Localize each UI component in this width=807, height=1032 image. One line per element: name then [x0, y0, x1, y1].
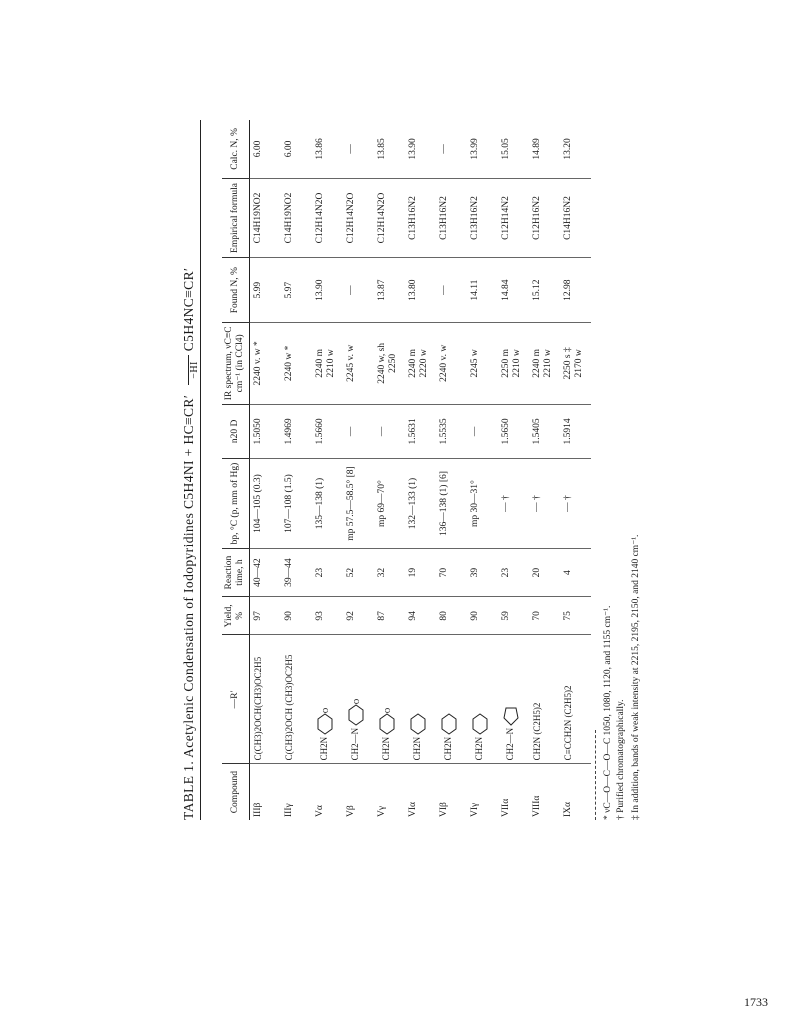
r-substituent-text: CH2N (C2H5)2: [531, 702, 542, 761]
cell-formula: C14H19NO2: [249, 178, 281, 257]
cell-found: 15.12: [529, 258, 560, 323]
cell-bp: 104—105 (0.3): [249, 459, 281, 549]
cell-bp: 136—138 (1) [6]: [436, 459, 467, 549]
cell-calc: 15.05: [500, 138, 511, 160]
cell-compound: VIIα: [498, 764, 529, 820]
cell-formula: C14H16N2: [560, 178, 591, 257]
cell-time: 39: [467, 548, 498, 596]
cell-ir: 2245 w: [467, 323, 498, 404]
cell-formula: C13H16N2: [405, 178, 436, 257]
morpholine-ring-icon: [377, 707, 397, 737]
cell-calc: 13.85: [376, 138, 387, 160]
reaction-product: C5H4NC≡CR′: [181, 267, 197, 352]
cell-r: [498, 635, 529, 764]
cell-r: [249, 635, 281, 764]
table-row: [343, 120, 374, 820]
cell-time: 23: [498, 548, 529, 596]
cell-r: [374, 635, 405, 764]
r-substituent-text: CH2N: [380, 736, 391, 761]
cell-formula: C13H16N2: [436, 178, 467, 257]
cell-found: 5.97: [281, 258, 312, 323]
morpholine-ring-icon: [315, 707, 335, 737]
svg-text:O: O: [383, 707, 392, 713]
condensation-table: [222, 120, 591, 820]
table-row: [312, 120, 343, 820]
cell-yield: 75: [560, 597, 591, 635]
cell-ir: 2240 v. w *: [249, 323, 281, 404]
cell-found: 13.90: [312, 258, 343, 323]
cell-yield: 94: [405, 597, 436, 635]
cell-compound: Vβ: [343, 764, 374, 820]
table-row: [249, 120, 281, 820]
col-r: —R′: [222, 635, 249, 764]
cell-ir: 2240 m 2210 w: [312, 323, 343, 404]
cell-ir: 2240 w *: [281, 323, 312, 404]
cell-calc: 13.90: [407, 138, 418, 160]
cell-yield: 87: [374, 597, 405, 635]
r-substituent-text: CH2N: [442, 736, 453, 761]
cell-bp: 107—108 (1.5): [281, 459, 312, 549]
table-row: [498, 120, 529, 820]
col-time: Reaction time, h: [222, 548, 249, 596]
cell-nd: 1.5650: [498, 404, 529, 459]
table-row: [405, 120, 436, 820]
cell-yield: 80: [436, 597, 467, 635]
page-number: 1733: [744, 995, 768, 1009]
cell-nd: 1.5535: [436, 404, 467, 459]
col-formula: Empirical formula: [222, 178, 249, 257]
cell-time: 52: [343, 548, 374, 596]
table-label: TABLE 1.: [181, 760, 197, 820]
cell-bp: — †: [560, 459, 591, 549]
cell-r: [343, 635, 374, 764]
cell-yield: 90: [281, 597, 312, 635]
cell-nd: 1.5631: [405, 404, 436, 459]
cell-ir: 2240 w, sh 2250: [374, 323, 405, 404]
cell-found: —: [436, 258, 467, 323]
col-compound: Compound: [222, 764, 249, 820]
footnote-3: ‡ In addition, bands of weak intensity at 2215, 2195, 2150, and 2140 cm⁻¹.: [631, 534, 641, 820]
table-caption: Acetylenic Condensation of Iodopyridines C5H4NI + HC≡CR′: [181, 394, 197, 758]
svg-text:O: O: [352, 698, 361, 704]
cell-compound: VIIIα: [529, 764, 560, 820]
cell-yield: 97: [249, 597, 281, 635]
cell-bp: mp 30—31°: [467, 459, 498, 549]
cell-ir: 2240 m 2210 w: [529, 323, 560, 404]
cell-nd: 1.4969: [281, 404, 312, 459]
cell-bp: mp 57.5—58.5° [8]: [343, 459, 374, 549]
cell-calc: 13.99: [469, 138, 480, 160]
cell-compound: Vγ: [374, 764, 405, 820]
cell-yield: 90: [467, 597, 498, 635]
cell-found: 13.87: [374, 258, 405, 323]
cell-calc: 6.00: [252, 140, 263, 158]
cell-ir: 2245 v. w: [343, 323, 374, 404]
r-substituent-text: CH2N: [318, 736, 329, 761]
footnote-2: † Purified chromatographically.: [616, 699, 626, 820]
col-found: Found N, %: [222, 258, 249, 323]
table-row: [467, 120, 498, 820]
cell-formula: C12H16N2: [529, 178, 560, 257]
cell-bp: 135—138 (1): [312, 459, 343, 549]
cell-compound: Vα: [312, 764, 343, 820]
cell-yield: 93: [312, 597, 343, 635]
cell-time: 4: [560, 548, 591, 596]
cell-bp: — †: [498, 459, 529, 549]
cell-nd: —: [374, 404, 405, 459]
piperidine-ring-icon: [470, 707, 490, 737]
cell-ir: 2250 s ‡ 2170 w: [560, 323, 591, 404]
cell-bp: — †: [529, 459, 560, 549]
reaction-arrow: [181, 351, 200, 385]
cell-found: 13.80: [405, 258, 436, 323]
cell-formula: C12H14N2O: [374, 178, 405, 257]
col-ir: IR spectrum, νC≡C cm⁻¹ (in CCl4): [222, 323, 249, 404]
cell-yield: 92: [343, 597, 374, 635]
footnote-1: * νC—O—C—O—C 1050, 1080, 1120, and 1155 cm⁻¹.: [603, 605, 613, 820]
col-nd: n20 D: [222, 404, 249, 459]
cell-calc: 13.20: [562, 138, 573, 160]
arrow-label: −HI: [189, 361, 200, 379]
cell-found: 5.99: [249, 258, 281, 323]
pyrrolidine-ring-icon: [501, 698, 521, 728]
col-bp: bp, °C (p, mm of Hg): [222, 459, 249, 549]
cell-calc: —: [345, 144, 356, 154]
r-substituent-text: CH2N: [473, 736, 484, 761]
r-substituent-text: C(CH3)2OCH (CH3)OC2H5: [283, 654, 294, 761]
r-substituent-text: C≡CCH2N (C2H5)2: [562, 685, 573, 761]
cell-calc: 13.86: [314, 138, 325, 160]
footnote-rule: [595, 730, 596, 820]
table-row: [529, 120, 560, 820]
cell-formula: C12H14N2: [498, 178, 529, 257]
cell-yield: 59: [498, 597, 529, 635]
cell-calc: 14.89: [531, 138, 542, 160]
cell-nd: 1.5914: [560, 404, 591, 459]
cell-yield: 70: [529, 597, 560, 635]
cell-nd: 1.5405: [529, 404, 560, 459]
rotated-table-page: [180, 120, 650, 820]
r-substituent-text: CH2—N: [504, 727, 515, 761]
cell-ir: 2250 m 2210 w: [498, 323, 529, 404]
cell-ir: 2240 m 2220 w: [405, 323, 436, 404]
cell-nd: —: [343, 404, 374, 459]
cell-time: 20: [529, 548, 560, 596]
table-row: [281, 120, 312, 820]
cell-nd: 1.5660: [312, 404, 343, 459]
cell-r: [405, 635, 436, 764]
col-calc: Calc. N, %: [229, 128, 240, 170]
cell-bp: 132—133 (1): [405, 459, 436, 549]
cell-r: [312, 635, 343, 764]
table-row: [436, 120, 467, 820]
top-rule: [200, 120, 201, 820]
cell-compound: VIγ: [467, 764, 498, 820]
piperidine-ring-icon: [408, 707, 428, 737]
cell-r: [467, 635, 498, 764]
cell-formula: C13H16N2: [467, 178, 498, 257]
r-substituent-text: CH2N: [411, 736, 422, 761]
cell-ir: 2240 v. w: [436, 323, 467, 404]
table-body: [249, 120, 591, 820]
cell-found: 14.84: [498, 258, 529, 323]
cell-time: 32: [374, 548, 405, 596]
header-row: [222, 120, 249, 820]
cell-compound: IIIβ: [249, 764, 281, 820]
morpholine-ring-icon: [346, 698, 366, 728]
cell-time: 23: [312, 548, 343, 596]
cell-compound: VIβ: [436, 764, 467, 820]
cell-time: 70: [436, 548, 467, 596]
cell-r: [560, 635, 591, 764]
r-substituent-text: C(CH3)2OCH(CH3)OC2H5: [252, 656, 263, 761]
cell-nd: 1.5050: [249, 404, 281, 459]
r-substituent-text: CH2—N: [349, 727, 360, 761]
cell-formula: C12H14N2O: [343, 178, 374, 257]
cell-r: [529, 635, 560, 764]
cell-calc: —: [438, 144, 449, 154]
cell-compound: VIα: [405, 764, 436, 820]
cell-found: 12.98: [560, 258, 591, 323]
cell-found: —: [343, 258, 374, 323]
cell-r: [436, 635, 467, 764]
cell-formula: C14H19NO2: [281, 178, 312, 257]
cell-time: 40—42: [249, 548, 281, 596]
cell-calc: 6.00: [283, 140, 294, 158]
piperidine-ring-icon: [439, 707, 459, 737]
cell-bp: mp 69—70°: [374, 459, 405, 549]
cell-time: 39—44: [281, 548, 312, 596]
cell-time: 19: [405, 548, 436, 596]
cell-nd: —: [467, 404, 498, 459]
svg-text:O: O: [321, 707, 330, 713]
cell-found: 14.11: [467, 258, 498, 323]
col-yield: Yield, %: [222, 597, 249, 635]
cell-r: [281, 635, 312, 764]
cell-compound: IIIγ: [281, 764, 312, 820]
cell-formula: C12H14N2O: [312, 178, 343, 257]
table-row: [560, 120, 591, 820]
table-title: [180, 120, 200, 820]
table-row: [374, 120, 405, 820]
cell-compound: IXα: [560, 764, 591, 820]
